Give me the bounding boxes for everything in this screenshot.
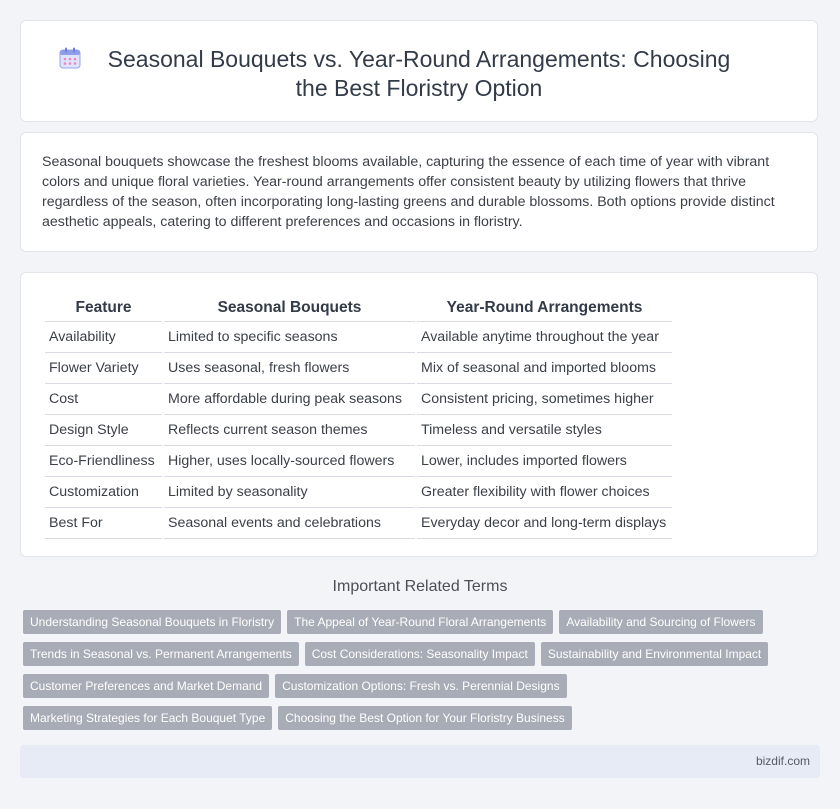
related-term-tag[interactable]: The Appeal of Year-Round Floral Arrangements <box>287 610 553 634</box>
tag-row <box>23 610 803 634</box>
related-term-tag[interactable]: Understanding Seasonal Bouquets in Floristry <box>23 610 281 634</box>
seasonal-cell: Uses seasonal, fresh flowers <box>164 353 415 384</box>
table-row <box>45 446 672 477</box>
seasonal-cell: Limited to specific seasons <box>164 322 415 353</box>
year-round-cell: Everyday decor and long-term displays <box>417 508 672 539</box>
feature-cell: Availability <box>45 322 162 353</box>
feature-cell: Flower Variety <box>45 353 162 384</box>
year-round-cell: Lower, includes imported flowers <box>417 446 672 477</box>
seasonal-cell: Seasonal events and celebrations <box>164 508 415 539</box>
feature-cell: Design Style <box>45 415 162 446</box>
year-round-cell: Mix of seasonal and imported blooms <box>417 353 672 384</box>
feature-cell: Customization <box>45 477 162 508</box>
table-header-row <box>45 293 672 322</box>
table-row <box>45 384 672 415</box>
year-round-cell: Greater flexibility with flower choices <box>417 477 672 508</box>
column-header-year-round: Year-Round Arrangements <box>417 293 672 322</box>
table-row <box>45 353 672 384</box>
related-term-tag[interactable]: Sustainability and Environmental Impact <box>541 642 768 666</box>
table-row <box>45 415 672 446</box>
tag-row <box>23 706 803 730</box>
table-row <box>45 508 672 539</box>
related-terms-list <box>23 610 803 738</box>
table-row <box>45 322 672 353</box>
intro-paragraph: Seasonal bouquets showcase the freshest blooms available, capturing the essence of each time of year with vibrant colors and unique floral varieties. Year-round arrangements offer consistent beauty by utilizing flowers that thrive regardless of the season, often incorporating long-lasting greens and durable blossoms. Both options provide distinct aesthetic appeals, catering to different preferences and occasions in floristry. <box>42 154 775 230</box>
seasonal-cell: More affordable during peak seasons <box>164 384 415 415</box>
table-row <box>45 477 672 508</box>
tag-row <box>23 642 803 666</box>
related-term-tag[interactable]: Customization Options: Fresh vs. Perennial Designs <box>275 674 566 698</box>
footer-bar <box>20 745 820 778</box>
related-term-tag[interactable]: Availability and Sourcing of Flowers <box>559 610 762 634</box>
related-term-tag[interactable]: Cost Considerations: Seasonality Impact <box>305 642 535 666</box>
comparison-table <box>43 293 674 539</box>
related-term-tag[interactable]: Trends in Seasonal vs. Permanent Arrangements <box>23 642 299 666</box>
feature-cell: Cost <box>45 384 162 415</box>
column-header-seasonal: Seasonal Bouquets <box>164 293 415 322</box>
seasonal-cell: Reflects current season themes <box>164 415 415 446</box>
feature-cell: Best For <box>45 508 162 539</box>
intro-card <box>20 132 818 252</box>
header-card <box>20 20 818 122</box>
related-term-tag[interactable]: Marketing Strategies for Each Bouquet Type <box>23 706 272 730</box>
year-round-cell: Timeless and versatile styles <box>417 415 672 446</box>
feature-cell: Eco-Friendliness <box>45 446 162 477</box>
year-round-cell: Consistent pricing, sometimes higher <box>417 384 672 415</box>
site-link[interactable]: bizdif.com <box>755 754 810 768</box>
seasonal-cell: Limited by seasonality <box>164 477 415 508</box>
comparison-card <box>20 272 818 557</box>
tag-row <box>23 674 803 698</box>
page-title: Seasonal Bouquets vs. Year-Round Arrangements: Choosing the Best Floristry Option <box>107 46 731 101</box>
related-term-tag[interactable]: Customer Preferences and Market Demand <box>23 674 269 698</box>
column-header-feature: Feature <box>45 293 162 322</box>
year-round-cell: Available anytime throughout the year <box>417 322 672 353</box>
related-terms-heading: Important Related Terms <box>332 578 508 595</box>
related-term-tag[interactable]: Choosing the Best Option for Your Floristry Business <box>278 706 571 730</box>
seasonal-cell: Higher, uses locally-sourced flowers <box>164 446 415 477</box>
